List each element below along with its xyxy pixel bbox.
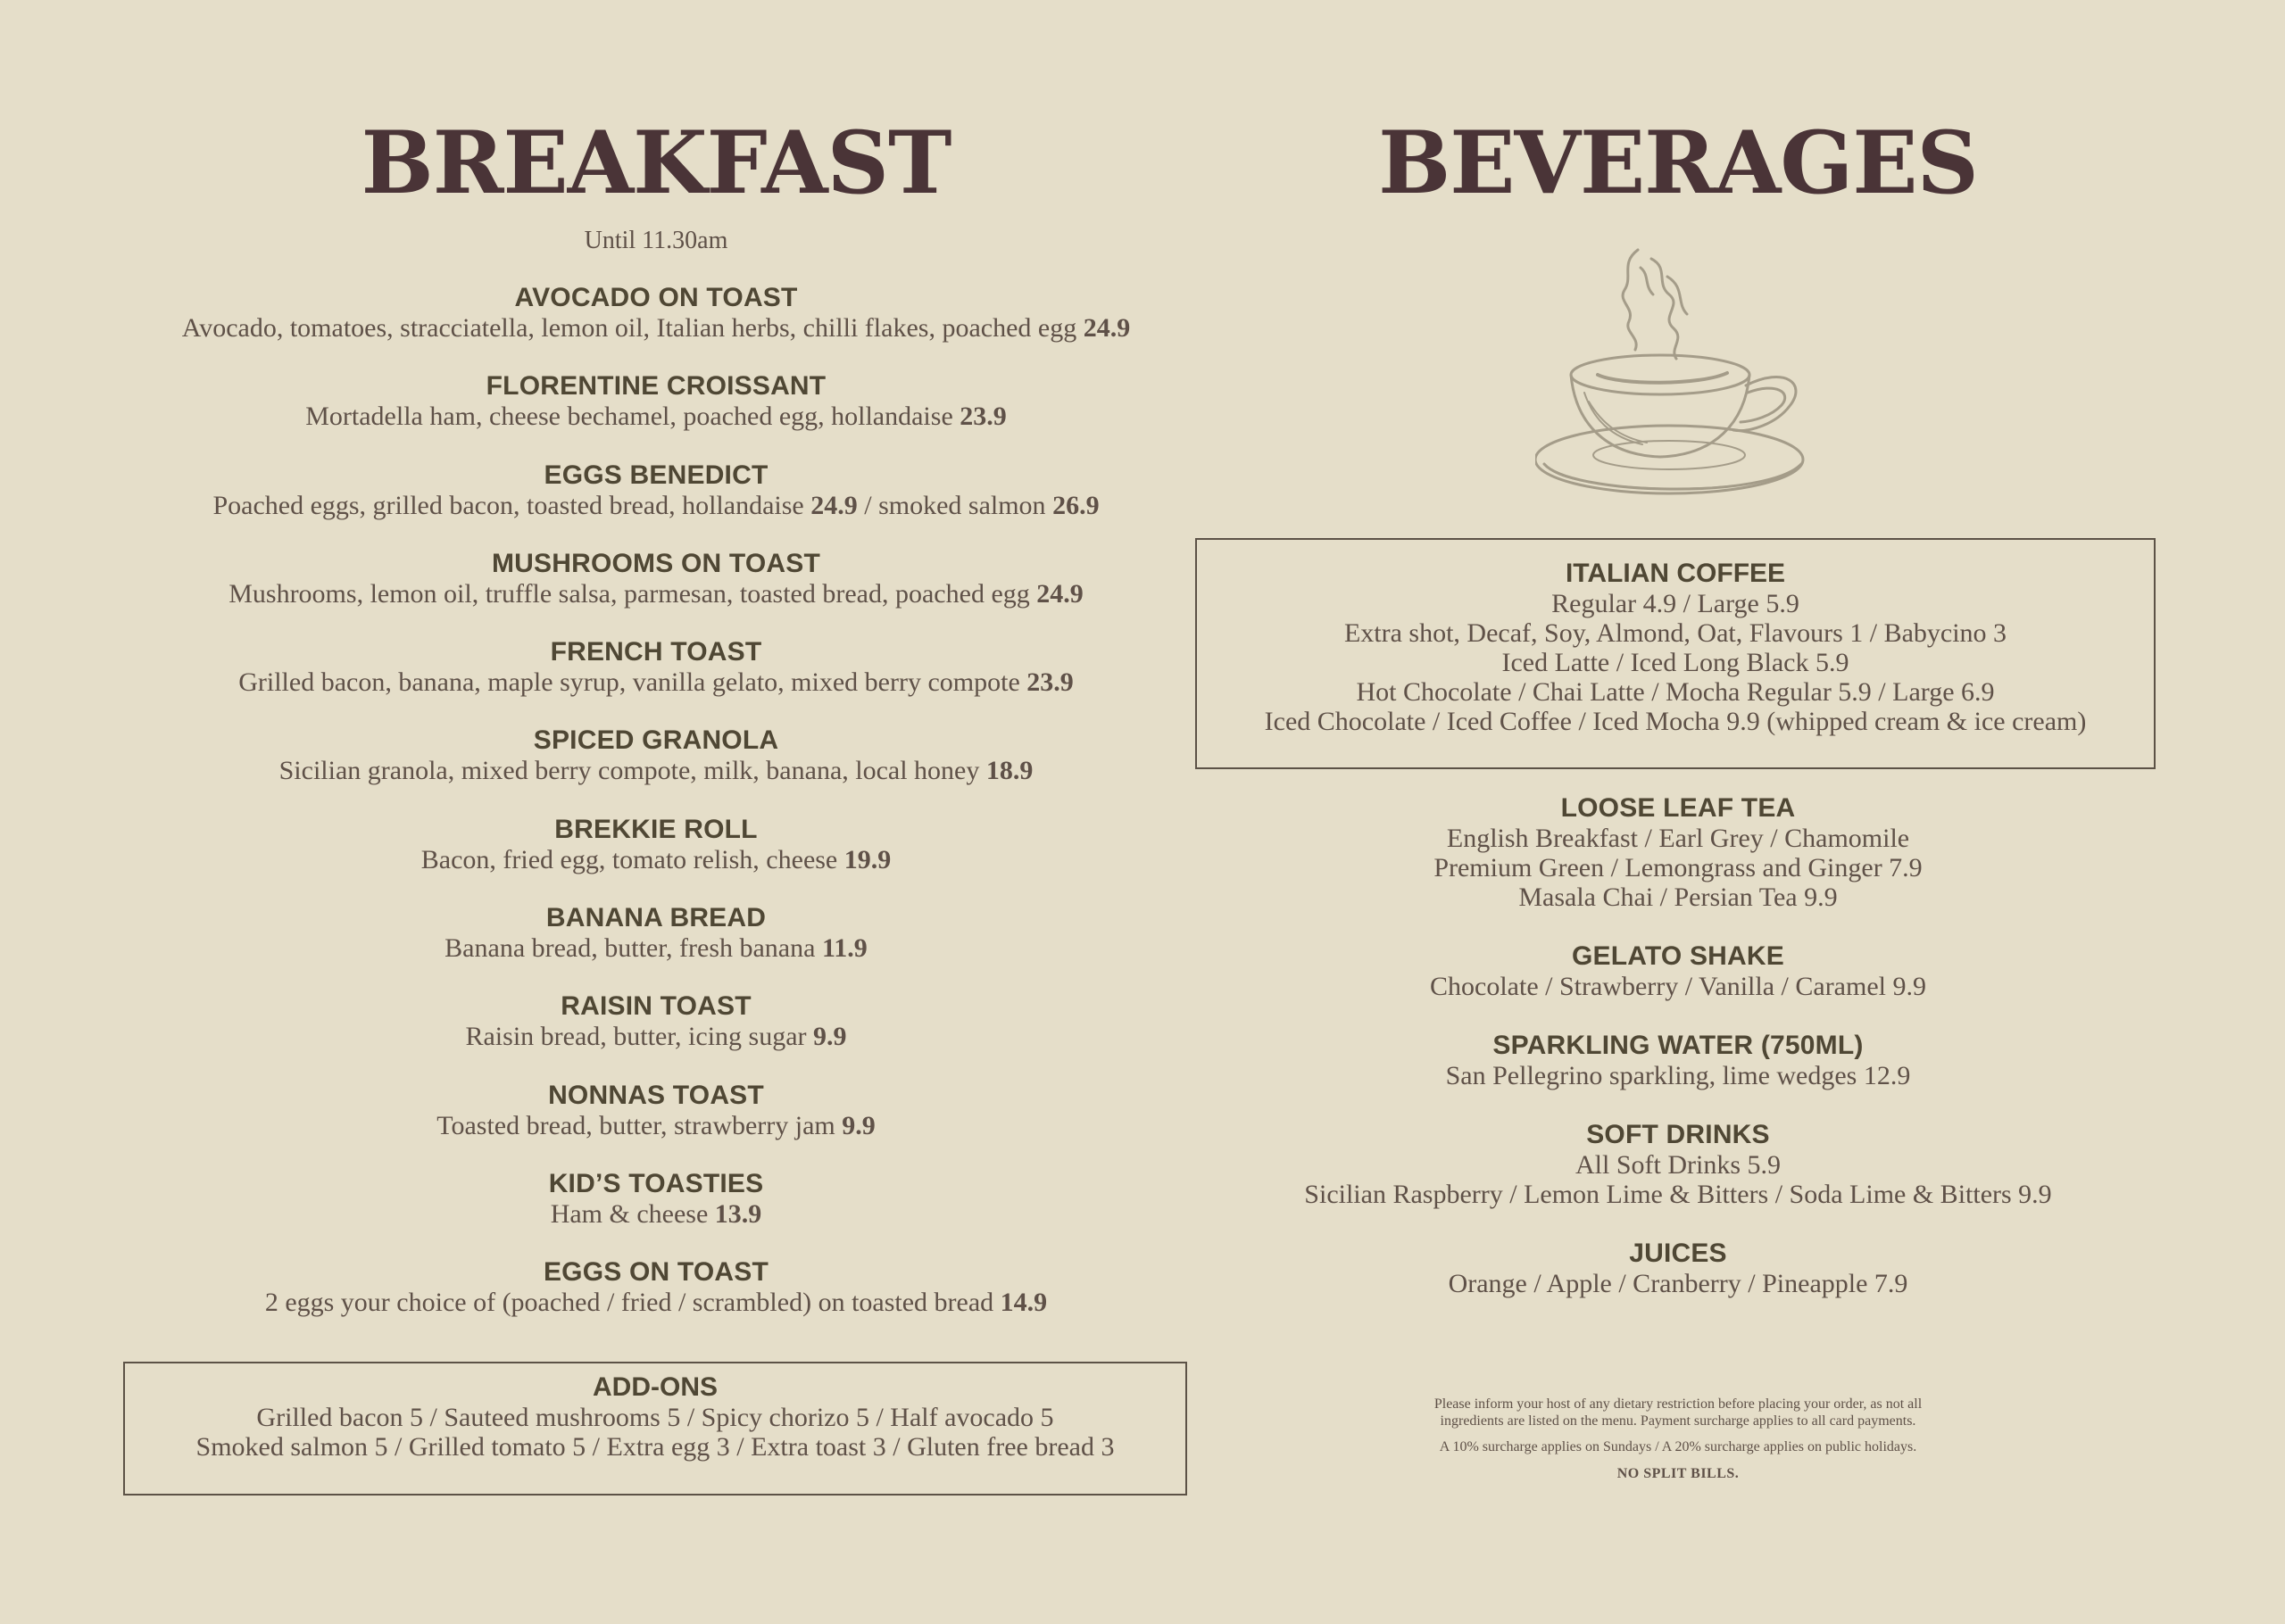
menu-item-desc-text: Sicilian granola, mixed berry compote, milk, banana, local honey: [278, 756, 980, 786]
menu-item-price: 19.9: [843, 844, 892, 874]
menu-item-price: 24.9: [1036, 578, 1084, 609]
menu-item-price: 24.9: [810, 490, 858, 520]
beverage-item: [1187, 1031, 2169, 1090]
beverage-item-name: GELATO SHAKE: [1572, 941, 1784, 971]
menu-item: [89, 460, 1223, 549]
addons-box: [123, 1362, 1187, 1496]
beverage-item-line: English Breakfast / Earl Grey / Chamomile: [1446, 824, 1910, 853]
dietary-note: Please inform your host of any dietary restriction before placing your order, as not all: [1433, 1396, 1923, 1412]
coffee-line: Iced Chocolate / Iced Coffee / Iced Mocha 9.9 (whipped cream & ice cream): [1264, 707, 2087, 736]
addons-line: Smoked salmon 5 / Grilled tomato 5 / Extra egg 3 / Extra toast 3 / Gluten free bread 3: [195, 1432, 1115, 1462]
menu-item: [89, 991, 1223, 1080]
menu-item-description: [89, 402, 1223, 432]
beverage-item-name: SOFT DRINKS: [1586, 1120, 1770, 1149]
menu-item-desc-text: Bacon, fried egg, tomato relish, cheese: [420, 844, 838, 874]
menu-item-description: [89, 491, 1223, 521]
menu-item-description: [89, 756, 1223, 786]
coffee-line: Hot Chocolate / Chai Latte / Mocha Regular 5.9 / Large 6.9: [1356, 677, 1995, 707]
menu-item-price: 23.9: [1026, 667, 1074, 698]
coffee-line: Iced Latte / Iced Long Black 5.9: [1501, 648, 1849, 677]
menu-item-price: 18.9: [985, 756, 1034, 786]
menu-item: [89, 371, 1223, 460]
coffee-title: ITALIAN COFFEE: [1565, 559, 1786, 588]
menu-item: [89, 283, 1223, 371]
beverage-item-line: All Soft Drinks 5.9: [1575, 1150, 1781, 1180]
beverage-item-name: SPARKLING WATER (750ML): [1492, 1031, 1864, 1060]
dietary-note: ingredients are listed on the menu. Payment surcharge applies to all card payments.: [1440, 1413, 1916, 1429]
menu-item: [89, 1257, 1223, 1346]
addons-title: ADD-ONS: [593, 1372, 718, 1402]
menu-item-name: FLORENTINE CROISSANT: [486, 371, 827, 402]
menu-item-description: [89, 1111, 1223, 1141]
beverage-items: [1187, 793, 2169, 1328]
menu-item-description: [89, 1199, 1223, 1230]
beverage-item-line: Masala Chai / Persian Tea 9.9: [1518, 882, 1838, 912]
menu-item-name: BREKKIE ROLL: [554, 814, 758, 844]
menu-item-description: [89, 1022, 1223, 1052]
menu-item-desc-text: Banana bread, butter, fresh banana: [445, 933, 816, 964]
menu-item-price: 9.9: [813, 1022, 847, 1052]
menu-item-desc-text: Grilled bacon, banana, maple syrup, vanilla gelato, mixed berry compote: [238, 667, 1020, 698]
menu-item-price: 23.9: [960, 402, 1007, 432]
menu-item-extra: / smoked salmon: [857, 490, 1046, 520]
menu-item-desc-text: Mushrooms, lemon oil, truffle salsa, parmesan, toasted bread, poached egg: [228, 578, 1030, 609]
breakfast-subtitle: Until 11.30am: [584, 227, 728, 254]
menu-item-name: BANANA BREAD: [545, 903, 767, 933]
addons-line: Grilled bacon 5 / Sauteed mushrooms 5 / Spicy chorizo 5 / Half avocado 5: [256, 1403, 1054, 1432]
menu-item-name: EGGS ON TOAST: [543, 1257, 769, 1288]
menu-item: [89, 903, 1223, 991]
menu-item-desc-text: Poached eggs, grilled bacon, toasted bread, hollandaise: [212, 490, 804, 520]
menu-item-name: SPICED GRANOLA: [533, 725, 779, 756]
no-split-note: NO SPLIT BILLS.: [1616, 1466, 1740, 1481]
menu-item-price: 26.9: [1052, 490, 1100, 520]
italian-coffee-box: [1195, 538, 2156, 769]
beverage-item-line: Chocolate / Strawberry / Vanilla / Caramel 9.9: [1430, 972, 1926, 1001]
menu-item-name: RAISIN TOAST: [561, 991, 752, 1022]
beverages-title: BEVERAGES: [1378, 112, 1978, 213]
menu-item-name: FRENCH TOAST: [550, 637, 762, 667]
menu-item: [89, 1169, 1223, 1257]
coffee-line: Extra shot, Decaf, Soy, Almond, Oat, Flavours 1 / Babycino 3: [1343, 618, 2007, 648]
footer-notes: [1187, 1396, 2169, 1482]
breakfast-title: BREAKFAST: [361, 112, 951, 213]
menu-item-price: 14.9: [1000, 1288, 1048, 1318]
menu-item-desc-text: Toasted bread, butter, strawberry jam: [436, 1110, 835, 1140]
menu-item-price: 13.9: [714, 1198, 762, 1229]
menu-item: [89, 549, 1223, 637]
menu-item-name: KID’S TOASTIES: [548, 1168, 764, 1198]
menu-item-name: NONNAS TOAST: [548, 1080, 764, 1110]
menu-item-description: [89, 579, 1223, 609]
menu-item-description: [89, 313, 1223, 344]
beverage-item: [1187, 793, 2169, 912]
menu-item-name: AVOCADO ON TOAST: [514, 283, 798, 312]
beverage-item-name: JUICES: [1629, 1239, 1727, 1268]
beverage-item-line: Orange / Apple / Cranberry / Pineapple 7.9: [1448, 1269, 1908, 1298]
surcharge-note: A 10% surcharge applies on Sundays / A 20% surcharge applies on public holidays.: [1439, 1439, 1917, 1454]
beverage-item: [1187, 941, 2169, 1001]
menu-item-desc-text: Avocado, tomatoes, stracciatella, lemon oil, Italian herbs, chilli flakes, poached egg: [181, 313, 1077, 343]
beverage-item-line: Premium Green / Lemongrass and Ginger 7.9: [1433, 853, 1923, 882]
menu-item: [89, 815, 1223, 903]
beverage-item-name: LOOSE LEAF TEA: [1560, 793, 1796, 823]
menu-item-desc-text: Raisin bread, butter, icing sugar: [465, 1022, 807, 1052]
menu-item-name: MUSHROOMS ON TOAST: [491, 548, 821, 578]
coffee-cup-icon: [1535, 241, 1821, 509]
menu-item: [89, 637, 1223, 725]
menu-item-price: 24.9: [1083, 313, 1131, 343]
beverage-item: [1187, 1239, 2169, 1298]
menu-item-desc-text: Mortadella ham, cheese bechamel, poached egg, hollandaise: [305, 402, 953, 432]
menu-item-description: [89, 845, 1223, 875]
breakfast-items: [89, 283, 1223, 1346]
coffee-line: Regular 4.9 / Large 5.9: [1551, 589, 1799, 618]
menu-item-desc-text: Ham & cheese: [550, 1198, 709, 1229]
beverage-item: [1187, 1120, 2169, 1209]
menu-item-description: [89, 667, 1223, 698]
menu-item-price: 9.9: [842, 1110, 876, 1140]
menu-item-price: 11.9: [821, 933, 868, 964]
menu-item: [89, 1081, 1223, 1169]
menu-item-description: [89, 933, 1223, 964]
beverage-item-line: San Pellegrino sparkling, lime wedges 12.9: [1445, 1061, 1911, 1090]
menu-item-desc-text: 2 eggs your choice of (poached / fried / scrambled) on toasted bread: [264, 1288, 994, 1318]
beverage-item-line: Sicilian Raspberry / Lemon Lime & Bitters / Soda Lime & Bitters 9.9: [1304, 1180, 2052, 1209]
menu-item-description: [89, 1288, 1223, 1318]
menu-item-name: EGGS BENEDICT: [544, 460, 769, 490]
menu-item: [89, 725, 1223, 814]
